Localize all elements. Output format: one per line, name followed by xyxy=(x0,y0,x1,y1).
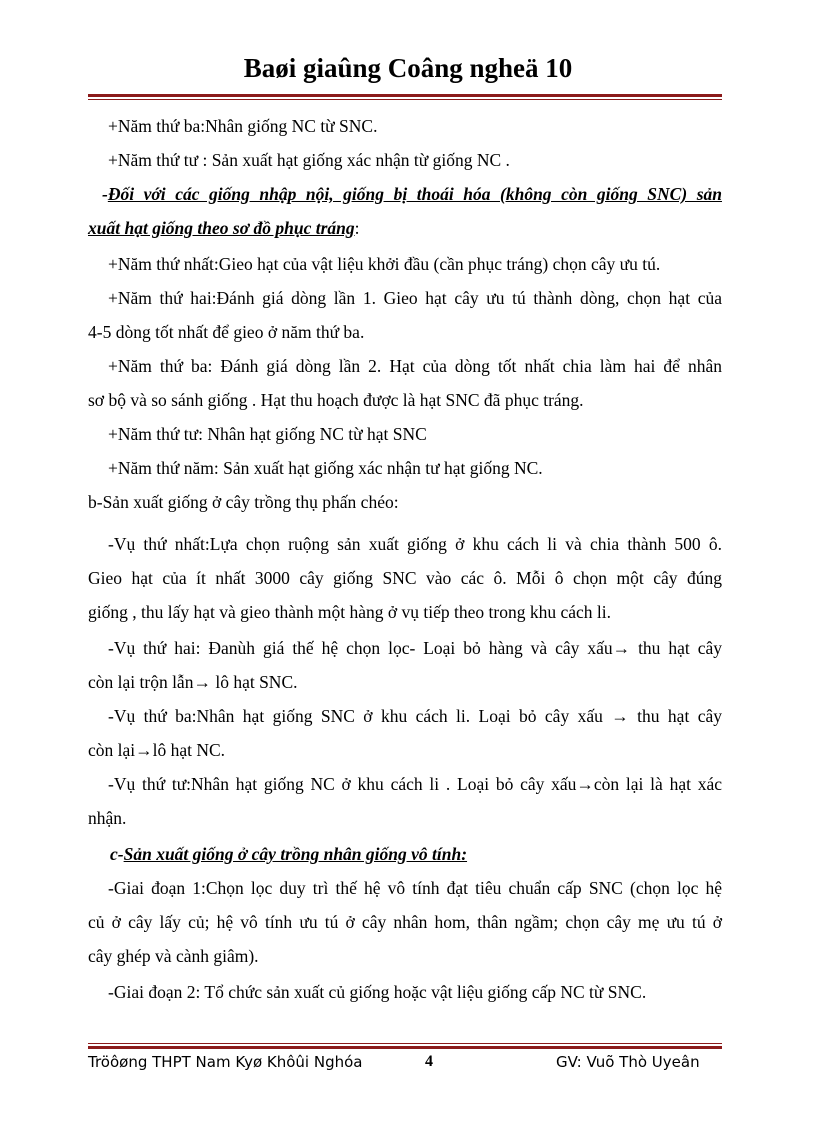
text-line: củ ở cây lấy củ; hệ vô tính ưu tú ở cây nhân hom, thân ngầm; chọn cây mẹ ưu tú ở xyxy=(88,912,722,932)
line-suffix: : xyxy=(354,218,360,238)
text-line: -Vụ thứ nhất:Lựa chọn ruộng sản xuất giống ở khu cách li và chia thành 500 ô. xyxy=(108,534,722,554)
text-line: +Năm thứ ba: Đánh giá dòng lần 2. Hạt của dòng tốt nhất chia làm hai để nhân xyxy=(108,356,722,376)
text-line xyxy=(88,842,467,866)
text-line: +Năm thứ tư: Nhân hạt giống NC từ hạt SNC xyxy=(108,424,427,444)
text-line: Gieo hạt của ít nhất 3000 cây giống SNC vào các ô. Mỗi ô chọn một cây đúng xyxy=(88,568,722,588)
text-line: -Giai đoạn 1:Chọn lọc duy trì thế hệ vô tính đạt tiêu chuẩn cấp SNC (chọn lọc hệ xyxy=(108,878,722,898)
text-line: -Giai đoạn 2: Tổ chức sản xuất củ giống hoặc vật liệu giống cấp NC từ SNC. xyxy=(108,982,647,1002)
footer-teacher: GV: Vuõ Thò Uyeân xyxy=(556,1053,700,1071)
page-title: Baøi giaûng Coâng ngheä 10 xyxy=(243,53,573,83)
text-line: -Vụ thứ tư:Nhân hạt giống NC ở khu cách li . Loại bỏ cây xấu→còn lại là hạt xác xyxy=(108,774,722,794)
text-line: sơ bộ và so sánh giống . Hạt thu hoạch được là hạt SNC đã phục tráng. xyxy=(88,390,584,410)
text-line: cây ghép và cành giâm). xyxy=(88,946,259,966)
emphasized-heading: Sản xuất giống ở cây trồng nhân giống vô tính: xyxy=(123,844,468,864)
page-number: 4 xyxy=(425,1053,433,1070)
text-line: 4-5 dòng tốt nhất để gieo ở năm thứ ba. xyxy=(88,322,365,342)
text-line: -Vụ thứ hai: Đanùh giá thế hệ chọn lọc- Loại bỏ hàng và cây xấu→ thu hạt cây xyxy=(108,638,722,658)
text-line: -Vụ thứ ba:Nhân hạt giống SNC ở khu cách li. Loại bỏ cây xấu → thu hạt cây xyxy=(108,706,722,726)
text-line: nhận. xyxy=(88,808,127,828)
line-prefix: c- xyxy=(110,844,124,864)
text-line: +Năm thứ nhất:Gieo hạt của vật liệu khởi đầu (cần phục tráng) chọn cây ưu tú. xyxy=(108,254,661,274)
emphasized-heading: xuất hạt giống theo sơ đồ phục tráng xyxy=(88,218,355,238)
text-line: giống , thu lấy hạt và gieo thành một hàng ở vụ tiếp theo trong khu cách li. xyxy=(88,602,611,622)
footer-divider xyxy=(88,1043,722,1049)
text-line: b-Sản xuất giống ở cây trồng thụ phấn chéo: xyxy=(88,492,399,512)
text-line: +Năm thứ ba:Nhân giống NC từ SNC. xyxy=(108,116,378,136)
text-line: +Năm thứ hai:Đánh giá dòng lần 1. Gieo hạt cây ưu tú thành dòng, chọn hạt của xyxy=(108,288,722,308)
text-line xyxy=(88,182,722,206)
text-line: còn lại→lô hạt NC. xyxy=(88,740,226,760)
text-line: còn lại trộn lẫn→ lô hạt SNC. xyxy=(88,672,298,692)
header-divider xyxy=(88,94,722,100)
emphasized-heading: Đối với các giống nhập nội, giống bị thoái hóa (không còn giống SNC) sản xyxy=(107,184,722,204)
text-line: +Năm thứ tư : Sản xuất hạt giống xác nhận từ giống NC . xyxy=(108,150,510,170)
line-prefix: - xyxy=(102,184,108,204)
footer-school: Tröôøng THPT Nam Kyø Khôûi Nghóa xyxy=(88,1053,363,1071)
text-line: +Năm thứ năm: Sản xuất hạt giống xác nhận tư hạt giống NC. xyxy=(108,458,543,478)
text-line xyxy=(88,216,360,240)
